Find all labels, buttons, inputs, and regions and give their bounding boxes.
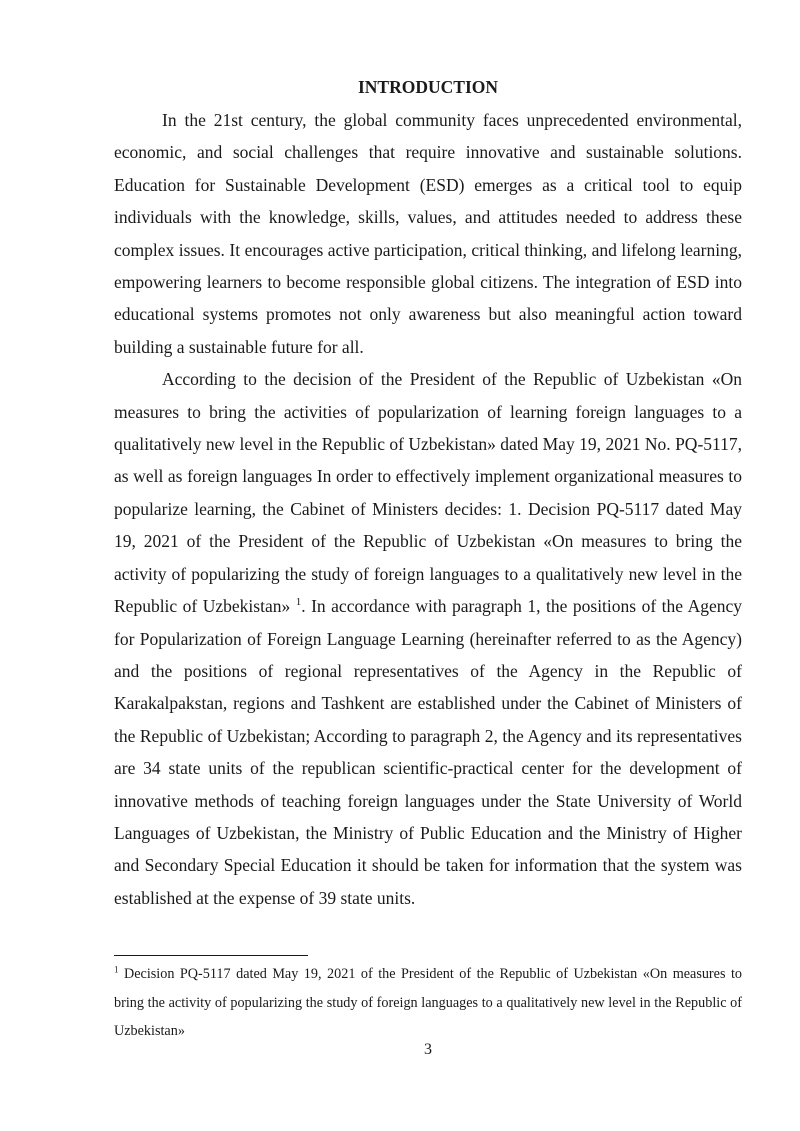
footnote — [114, 960, 742, 1046]
paragraph-text-after-reference: . In accordance with paragraph 1, the positions of the Agency for Popularization of Foreign Language Learning (hereinafter referred to as the Agency) and the positions of regional representatives of the Agency in the Republic of Karakalpakstan, regions and Tashkent are established under the Cabinet of Ministers of the Republic of Uzbekistan; According to paragraph 2, the Agency and its representatives are 34 state units of the republican scientific-practical center for the development of innovative methods of teaching foreign languages under the State University of World Languages of Uzbekistan, the Ministry of Public Education and the Ministry of Higher and Secondary Special Education it should be taken for information that the system was established at the expense of 39 state units. — [114, 596, 742, 908]
paragraph-esd-intro: In the 21st century, the global community faces unprecedented environmental, economic, and social challenges that require innovative and sustainable solutions. Education for Sustainable Development (ESD) emerges as a critical tool to equip individuals with the knowledge, skills, values, and attitudes needed to address these complex issues. It encourages active participation, critical thinking, and lifelong learning, empowering learners to become responsible global citizens. The integration of ESD into educational systems promotes not only awareness but also meaningful action toward building a sustainable future for all. — [114, 110, 742, 357]
footnote-reference[interactable]: 1 — [295, 596, 302, 609]
body-text — [114, 104, 742, 914]
footnote-marker: 1 — [114, 964, 119, 975]
footnote-separator — [114, 955, 308, 956]
paragraph-text-before-reference: According to the decision of the President of the Republic of Uzbekistan «On measures to bring the activities of popularization of learning foreign languages to a qualitatively new level in the Republic of Uzbekistan» dated May 19, 2021 No. PQ-5117, as well as foreign languages In order to effectively implement organizational measures to popularize learning, the Cabinet of Ministers decides: 1. Decision PQ-5117 dated May 19, 2021 of the President of the Republic of Uzbekistan «On measures to bring the activity of popularizing the study of foreign languages to a qualitatively new level in the Republic of Uzbekistan» — [114, 369, 742, 617]
page-number: 3 — [424, 1041, 432, 1058]
section-title: INTRODUCTION — [357, 77, 499, 97]
footnote-text: Decision PQ-5117 dated May 19, 2021 of the President of the Republic of Uzbekistan «On measures to bring the activity of popularizing the study of foreign languages to a qualitatively new level in the Republic of Uzbekistan» — [114, 966, 742, 1039]
paragraph-presidential-decision — [114, 363, 742, 914]
